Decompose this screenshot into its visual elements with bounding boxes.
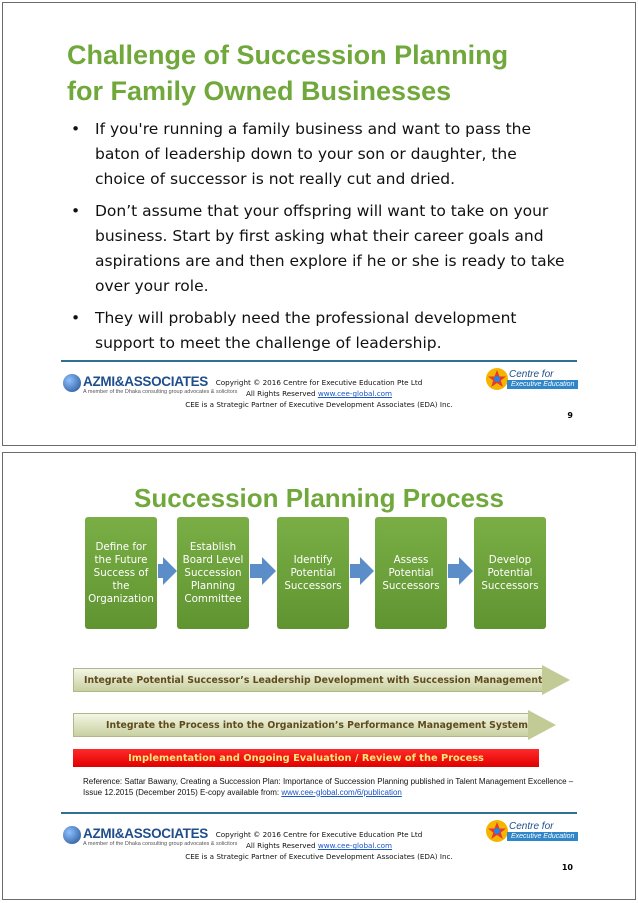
cee-logo: [485, 819, 575, 851]
integration-band-leadership: [73, 665, 555, 695]
footer-divider: [61, 812, 577, 814]
azmi-logo-text: AZMI&ASSOCIATES: [83, 374, 209, 389]
band-arrow-tip: [542, 665, 570, 695]
cee-star-icon: [485, 367, 509, 391]
azmi-logo-tagline: A member of the Dhaka consulting group advocates & solicitors: [83, 841, 238, 847]
bullet-item: • Don’t assume that your offspring will want to take on your business. Start by first asking what their career goals and aspirations are and then explore if he or she is ready to take over your role.: [69, 199, 569, 299]
reference-text: Reference: Sattar Bawany, Creating a Succession Plan: Importance of Succession Planning published in Talent Management Excellence – Issue 12.2015 (December 2015) E-copy available from:: [83, 777, 574, 797]
cee-logo: [485, 367, 575, 399]
cee-logo-line1: Centre for: [509, 821, 554, 832]
cee-star-icon: [485, 819, 509, 843]
process-step-develop: Develop Potential Successors: [474, 517, 546, 629]
website-link[interactable]: www.cee-global.com: [317, 841, 393, 850]
website-link[interactable]: www.cee-global.com: [317, 389, 393, 398]
azmi-logo-text: AZMI&ASSOCIATES: [83, 826, 209, 841]
process-step-define: Define for the Future Success of the Organization: [85, 517, 157, 629]
cee-logo-line1: Centre for: [509, 369, 554, 380]
slide-9: [2, 2, 636, 446]
bullet-item: • They will probably need the professional development support to meet the challenge of leadership.: [69, 306, 569, 356]
cee-logo-line2: Executive Education: [507, 832, 578, 841]
process-step-establish: Establish Board Level Succession Planning Committee: [177, 517, 249, 629]
slide-title: [67, 37, 587, 109]
evaluation-bar: Implementation and Ongoing Evaluation / Review of the Process: [73, 749, 539, 767]
bullet-item: • If you're running a family business and want to pass the baton of leadership down to your son or daughter, the choice of successor is not really cut and dried.: [69, 117, 569, 192]
azmi-logo-tagline: A member of the Dhaka consulting group advocates & solicitors: [83, 389, 238, 395]
band-arrow-tip: [528, 710, 556, 740]
bullet-list: [69, 117, 569, 363]
copyright-line: Copyright © 2016 Centre for Executive Education Pte Ltd: [215, 830, 423, 839]
process-step-identify: Identify Potential Successors: [277, 517, 349, 629]
process-step-assess: Assess Potential Successors: [375, 517, 447, 629]
partner-line: CEE is a Strategic Partner of Executive Development Associates (EDA) Inc.: [185, 400, 453, 409]
integration-band-performance: [73, 710, 528, 740]
slide-10: [2, 452, 636, 900]
partner-line: CEE is a Strategic Partner of Executive Development Associates (EDA) Inc.: [185, 852, 453, 861]
title-line-1: Challenge of Succession Planning: [67, 40, 509, 70]
reference-link[interactable]: www.cee-global.com/6/publication: [281, 787, 402, 797]
band-label: Integrate Potential Successor’s Leadership Development with Succession Management: [73, 668, 542, 692]
page-number: 9: [567, 411, 573, 420]
band-label: Integrate the Process into the Organization’s Performance Management System: [73, 713, 528, 737]
title-line-2: for Family Owned Businesses: [67, 76, 452, 106]
slide-footer: [3, 815, 635, 879]
reference-note: [83, 777, 583, 798]
page-number: 10: [561, 863, 573, 872]
rights-text: All Rights Reserved: [245, 389, 316, 398]
slide-title: Succession Planning Process: [134, 483, 504, 513]
footer-divider: [61, 360, 577, 362]
cee-logo-line2: Executive Education: [507, 380, 578, 389]
rights-text: All Rights Reserved: [245, 841, 316, 850]
slide-footer: [3, 363, 635, 427]
copyright-line: Copyright © 2016 Centre for Executive Education Pte Ltd: [215, 378, 423, 387]
